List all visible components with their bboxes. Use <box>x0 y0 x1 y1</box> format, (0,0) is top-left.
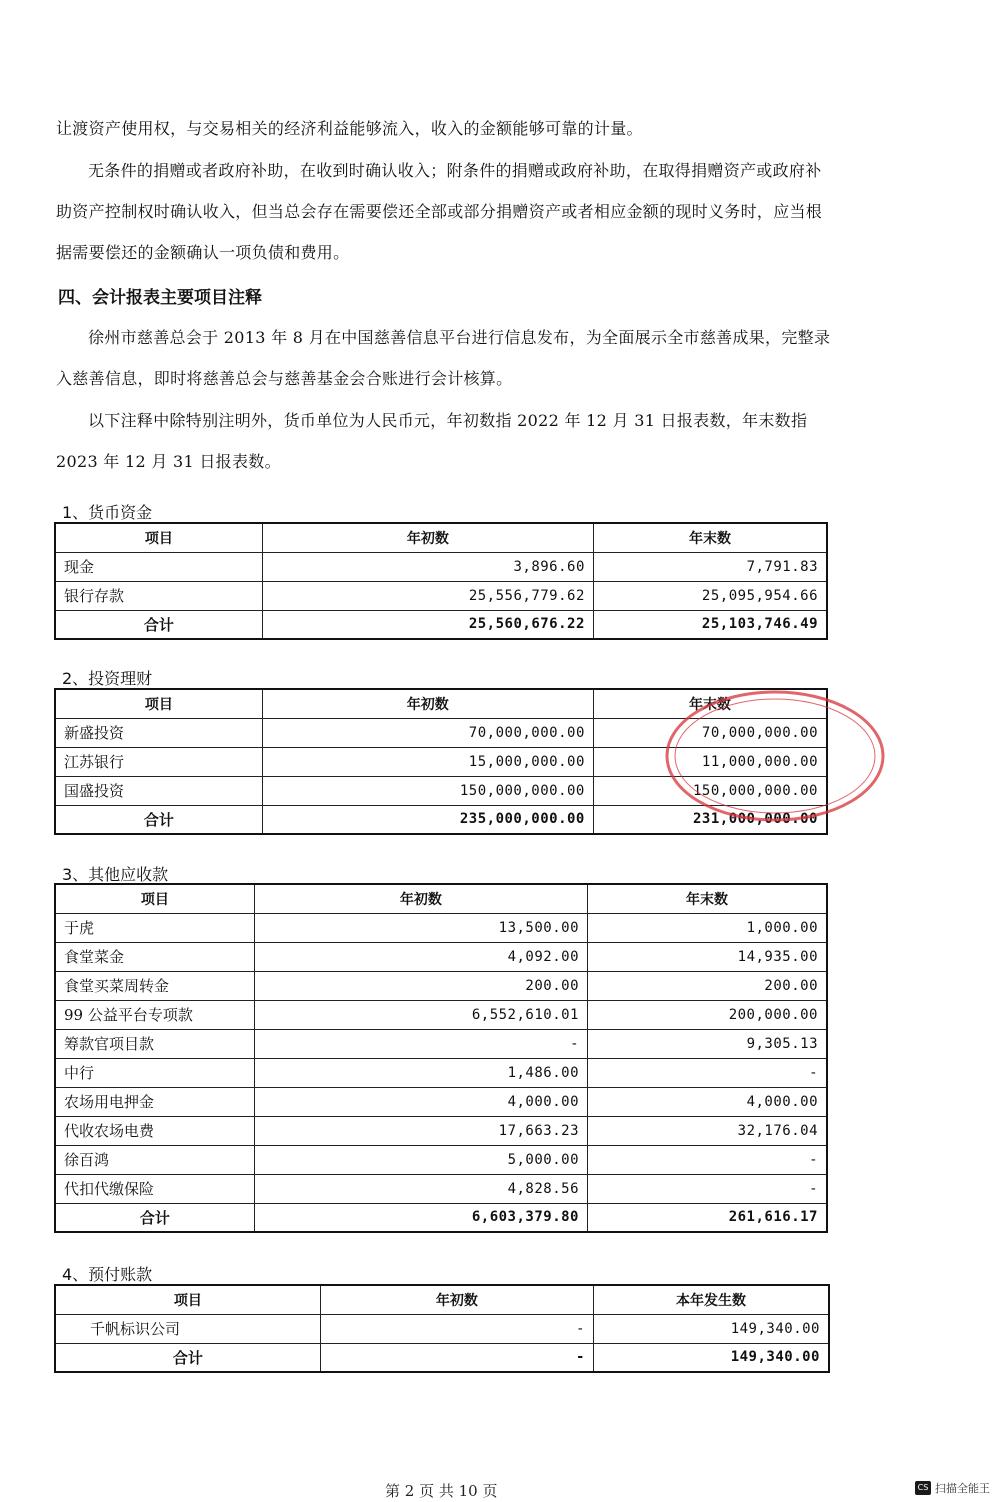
end-value: - <box>588 1058 828 1087</box>
table-row <box>55 1058 827 1087</box>
table-row <box>55 1314 829 1343</box>
begin-value: 25,556,779.62 <box>262 581 593 610</box>
page-number: 第 2 页 共 10 页 <box>385 1482 498 1500</box>
col-header-item: 项目 <box>55 689 262 718</box>
table-title-prepayments: 4、预付账款 <box>62 1265 153 1284</box>
total-row <box>55 1343 829 1372</box>
total-label: 合计 <box>55 610 262 639</box>
end-value: 70,000,000.00 <box>593 718 827 747</box>
table-prepayments <box>54 1284 830 1373</box>
table-row <box>55 552 827 581</box>
end-value: 150,000,000.00 <box>593 776 827 805</box>
row-label: 99 公益平台专项款 <box>55 1000 254 1029</box>
total-begin: - <box>320 1343 593 1372</box>
begin-value: 4,092.00 <box>254 942 587 971</box>
scanner-watermark <box>915 1480 990 1496</box>
begin-value: - <box>320 1314 593 1343</box>
table-row <box>55 1174 827 1203</box>
row-label: 代扣代缴保险 <box>55 1174 254 1203</box>
total-begin: 235,000,000.00 <box>262 805 593 834</box>
table-title-cash: 1、货币资金 <box>62 503 153 522</box>
table-row <box>55 942 827 971</box>
paragraph-donation-recognition: 无条件的捐赠或者政府补助，在收到时确认收入；附条件的捐赠或政府补助，在取得捐赠资产或政府补助资产控制权时确认收入，但当总会存在需要偿还全部或部分捐赠资产或者相应金额的现时义务时，应当根据需要偿还的金额确认一项负债和费用。 <box>56 161 823 262</box>
paragraph-revenue-transfer: 让渡资产使用权，与交易相关的经济利益能够流入，收入的金额能够可靠的计量。 <box>56 119 643 138</box>
total-end: 261,616.17 <box>588 1203 828 1232</box>
paragraph-notes-currency: 以下注释中除特别注明外，货币单位为人民币元，年初数指 2022 年 12 月 31 日报表数，年末数指 2023 年 12 月 31 日报表数。 <box>56 411 808 471</box>
row-label: 新盛投资 <box>55 718 262 747</box>
total-begin: 6,603,379.80 <box>254 1203 587 1232</box>
row-label: 食堂菜金 <box>55 942 254 971</box>
col-header-end: 年末数 <box>588 884 828 913</box>
table-row <box>55 581 827 610</box>
row-label: 代收农场电费 <box>55 1116 254 1145</box>
table-investment <box>54 688 828 835</box>
end-value: 11,000,000.00 <box>593 747 827 776</box>
table-title-investment: 2、投资理财 <box>62 669 153 688</box>
table-row <box>55 913 827 942</box>
col-header-end: 年末数 <box>593 689 827 718</box>
row-label: 千帆标识公司 <box>55 1314 320 1343</box>
col-header-begin: 年初数 <box>262 689 593 718</box>
table-row <box>55 747 827 776</box>
end-value: 1,000.00 <box>588 913 828 942</box>
col-header-item: 项目 <box>55 884 254 913</box>
begin-value: 150,000,000.00 <box>262 776 593 805</box>
table-row <box>55 1029 827 1058</box>
row-label: 中行 <box>55 1058 254 1087</box>
row-label: 江苏银行 <box>55 747 262 776</box>
col-header-item: 项目 <box>55 523 262 552</box>
total-row <box>55 610 827 639</box>
begin-value: 200.00 <box>254 971 587 1000</box>
col-header-item: 项目 <box>55 1285 320 1314</box>
col-header-begin: 年初数 <box>254 884 587 913</box>
row-label: 农场用电押金 <box>55 1087 254 1116</box>
table-row <box>55 971 827 1000</box>
begin-value: 4,000.00 <box>254 1087 587 1116</box>
col-header-begin: 年初数 <box>262 523 593 552</box>
paragraph-info-disclosure: 徐州市慈善总会于 2013 年 8 月在中国慈善信息平台进行信息发布，为全面展示全市慈善成果，完整录入慈善信息，即时将慈善总会与慈善基金会合账进行会计核算。 <box>56 328 831 388</box>
row-label: 于虎 <box>55 913 254 942</box>
table-row <box>55 776 827 805</box>
end-value: 14,935.00 <box>588 942 828 971</box>
total-row <box>55 1203 827 1232</box>
begin-value: 15,000,000.00 <box>262 747 593 776</box>
begin-value: 13,500.00 <box>254 913 587 942</box>
begin-value: 17,663.23 <box>254 1116 587 1145</box>
col-header-end: 年末数 <box>593 523 827 552</box>
total-label: 合计 <box>55 1203 254 1232</box>
end-value: 25,095,954.66 <box>593 581 827 610</box>
row-label: 银行存款 <box>55 581 262 610</box>
table-title-other-receivables: 3、其他应收款 <box>62 865 169 884</box>
begin-value: - <box>254 1029 587 1058</box>
scanner-logo-icon: CS <box>915 1481 931 1495</box>
table-other-receivables <box>54 883 828 1233</box>
total-begin: 25,560,676.22 <box>262 610 593 639</box>
row-label: 筹款官项目款 <box>55 1029 254 1058</box>
row-label: 食堂买菜周转金 <box>55 971 254 1000</box>
total-row <box>55 805 827 834</box>
table-row <box>55 1145 827 1174</box>
table-row <box>55 1000 827 1029</box>
end-value: 200.00 <box>588 971 828 1000</box>
begin-value: 1,486.00 <box>254 1058 587 1087</box>
end-value: 32,176.04 <box>588 1116 828 1145</box>
table-row <box>55 1116 827 1145</box>
section-heading: 四、会计报表主要项目注释 <box>58 288 262 308</box>
row-label: 徐百鸿 <box>55 1145 254 1174</box>
table-cash <box>54 522 828 640</box>
begin-value: 4,828.56 <box>254 1174 587 1203</box>
row-label: 现金 <box>55 552 262 581</box>
total-end: 25,103,746.49 <box>593 610 827 639</box>
col-header-current-year: 本年发生数 <box>593 1285 829 1314</box>
total-label: 合计 <box>55 1343 320 1372</box>
end-value: 7,791.83 <box>593 552 827 581</box>
table-row <box>55 1087 827 1116</box>
total-label: 合计 <box>55 805 262 834</box>
end-value: 200,000.00 <box>588 1000 828 1029</box>
begin-value: 5,000.00 <box>254 1145 587 1174</box>
end-value: - <box>588 1145 828 1174</box>
end-value: 9,305.13 <box>588 1029 828 1058</box>
end-value: 4,000.00 <box>588 1087 828 1116</box>
row-label: 国盛投资 <box>55 776 262 805</box>
end-value: - <box>588 1174 828 1203</box>
table-row <box>55 718 827 747</box>
begin-value: 70,000,000.00 <box>262 718 593 747</box>
begin-value: 6,552,610.01 <box>254 1000 587 1029</box>
total-end: 231,000,000.00 <box>593 805 827 834</box>
scanner-name: 扫描全能王 <box>935 1482 990 1495</box>
col-header-begin: 年初数 <box>320 1285 593 1314</box>
current-year-value: 149,340.00 <box>593 1314 829 1343</box>
begin-value: 3,896.60 <box>262 552 593 581</box>
total-current-year: 149,340.00 <box>593 1343 829 1372</box>
